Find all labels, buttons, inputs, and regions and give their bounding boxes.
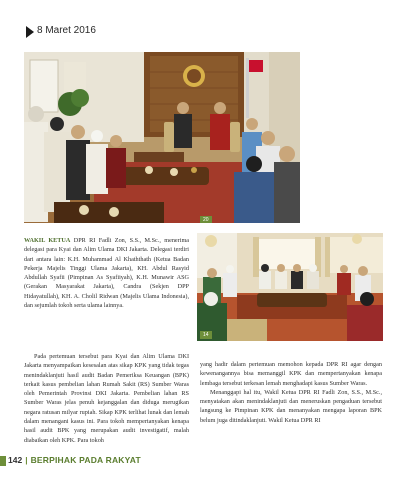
article-paragraph-2: Pada pertemuan tersebut para Kyai dan Alim Ulama DKI Jakarta menyampaikan kesesalan atas sikap KPK yang tidak tegas menindaklanjuti hasil audit Badan Pemeriksa Keuangan (BPK) terkait kasus pembelian lahan Rumah Sakit (RS) Sumber Waras oleh Pemerintah Provinsi DKI Jakarta. Pembelian lahan RS Sumber Waras jelas penuh kejanggalan dan diduga merugikan negara ratusan milyar rupiah. Sikap KPK terlihat lunak dan lemah dalam menangani kasus ini. Para tokoh mempertanyakan kenapa hasil audit BPK yang merupakan audit investigatif, malah diabaikan oleh KPK. Para tokoh: [24, 353, 189, 444]
page-footer: [8, 455, 141, 465]
footer-accent-bar: [0, 456, 6, 466]
date-arrow-icon: [26, 26, 34, 38]
meeting-photo-secondary-image: [197, 233, 383, 341]
article-column-left: [24, 352, 189, 445]
article-paragraph-1: DPR RI Fadli Zon, S.S., M.Sc., menerima delegasi para Kyai dan Alim Ulama DKI Jakarta. Delegasi terdiri dari antara lain: K.H. Muhammad Al Khaththath (Ketua Badan Pekerja Majelis Tinggi Ulama Jakarta), KH. Abdul Rasyid Abdullah Syafii (Pimpinan As Syafiiyah), K.H. Munawir ASG (Gerakan Masyarakat Jakarta), Candra (Sekjen DPP Hidayatullah), KH. A. Cholil Ridwan (Majelis Ulama Indonesia), dan sejumlah tokoh serta ulama lainnya.: [24, 237, 189, 310]
article-paragraph-3: yang hadir dalam pertemuan memohon kepada DPR RI agar dengan kewenangannya bisa memanggil KPK dan mempertanyakan kenapa lembaga tersebut terkesan lemah menghadapi kasus Sumber Waras.: [200, 361, 382, 387]
article-paragraph-4: Menanggapi hal itu, Wakil Ketua DPR RI Fadli Zon, S.S., M.Sc., menyatakan akan menindaklanjuti dan meneruskan pengaduan tersebut langsung ke Pimpinan KPK dan menanyakan mengapa laporan BPK belum juga ditindaklanjuti. Wakil Ketua DPR RI: [200, 388, 382, 424]
footer-brand: BERPIHAK PADA RAKYAT: [30, 455, 141, 465]
meeting-photo-secondary: [197, 233, 383, 341]
meeting-photo-main: [24, 52, 300, 223]
meeting-photo-main-image: [24, 52, 300, 223]
photo-number-label: 20: [200, 216, 212, 223]
photo-number-label: 14: [200, 331, 212, 339]
article-lead: WAKIL KETUA: [24, 237, 71, 244]
article-column-right: [200, 360, 382, 425]
article-intro: [24, 236, 189, 310]
page-number: 142: [8, 455, 23, 465]
footer-separator: |: [25, 455, 28, 465]
article-date: 8 Maret 2016: [37, 25, 96, 36]
